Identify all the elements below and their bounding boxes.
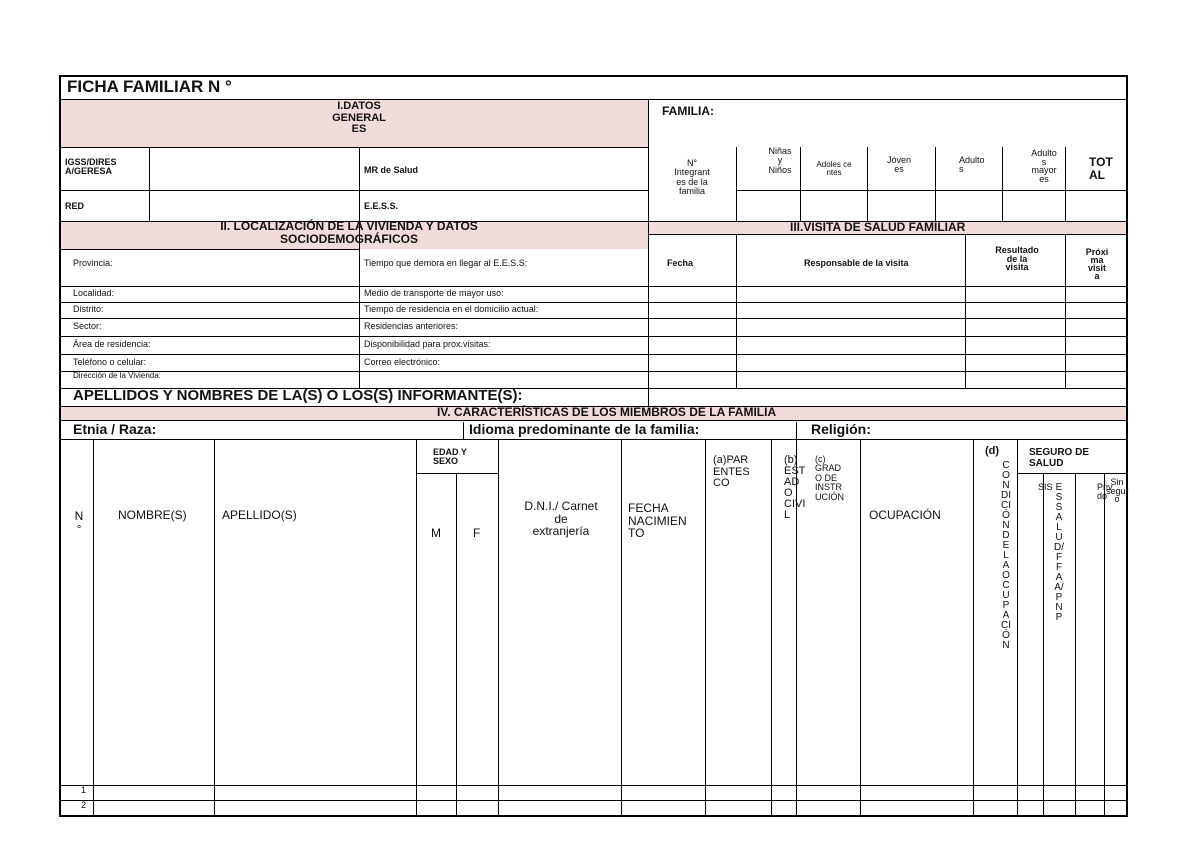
telefono-label: Teléfono o celular: xyxy=(73,357,147,367)
col-condicion-label: (d) xyxy=(985,445,1000,457)
section-caracteristicas: IV. CARACTERÍSTICAS DE LOS MIEMBROS DE LA FAMILIA xyxy=(437,405,777,419)
localidad-label: Localidad: xyxy=(73,288,115,298)
col-parentesco: (a)PAR ENTES CO xyxy=(713,454,750,490)
col-integrantes: N° Integrant es de la familia xyxy=(674,158,710,197)
col-ninos: Niñas y Niños xyxy=(768,146,792,175)
col-ocupacion: OCUPACIÓN xyxy=(869,508,941,522)
section-familia: FAMILIA: xyxy=(662,104,714,118)
red-label: RED xyxy=(65,201,85,211)
eess-label: E.E.S.S. xyxy=(364,201,399,211)
section-localizacion: II. LOCALIZACIÓN DE LA VIVIENDA Y DATOS SOCIODEMOGRÁFICOS xyxy=(220,219,478,246)
tiempo-domicilio-label: Tiempo de residencia en el domicilio actual: xyxy=(364,304,539,314)
distrito-label: Distrito: xyxy=(73,304,104,314)
tiempo-eess-label: Tiempo que demora en llegar al E.E.S.S: xyxy=(364,258,528,268)
col-edad-sexo: EDAD Y SEXO xyxy=(433,447,467,467)
disponibilidad-label: Disponibilidad para prox.visitas: xyxy=(364,339,491,349)
visita-responsable-header: Responsable de la visita xyxy=(804,258,909,268)
visita-proxima-header: Próxi ma visit a xyxy=(1085,247,1109,282)
col-apellidos: APELLIDO(S) xyxy=(222,508,297,522)
etnia-label: Etnia / Raza: xyxy=(73,421,157,437)
col-grado-instruccion: (c) GRAD O DE INSTR UCIÓN xyxy=(815,454,844,502)
area-label: Área de residencia: xyxy=(73,339,151,349)
col-m: M xyxy=(431,526,441,540)
sector-label: Sector: xyxy=(73,321,102,331)
col-adultos: Adulto s xyxy=(959,155,985,175)
form-title: FICHA FAMILIAR N ° xyxy=(67,77,232,96)
direccion-label: Dirección de la Vivienda: xyxy=(73,371,161,380)
row-number-2: 2 xyxy=(81,800,87,810)
col-adolescentes: Adoles ce ntes xyxy=(816,160,852,178)
col-seguro-salud: SEGURO DE SALUD xyxy=(1029,447,1090,469)
col-sin-seguro: Sin segur o xyxy=(1106,477,1129,505)
col-jovenes: Jóven es xyxy=(886,155,912,175)
row-number-1: 1 xyxy=(81,785,87,795)
ficha-familiar-form xyxy=(59,75,1128,816)
col-estado-civil: (b) EST AD O CIVI L xyxy=(784,454,806,521)
col-total: TOT AL xyxy=(1089,155,1113,182)
section-visita: III.VISITA DE SALUD FAMILIAR xyxy=(790,220,966,234)
correo-label: Correo electrónico: xyxy=(364,357,441,367)
col-adultos-mayores: Adulto s mayor es xyxy=(1031,148,1057,184)
col-fecha-nacimiento: FECHA NACIMIEN TO xyxy=(628,501,687,541)
col-sis: SIS xyxy=(1038,482,1053,492)
residencias-label: Residencias anteriores: xyxy=(364,321,459,331)
col-f: F xyxy=(473,526,481,540)
col-essalud: ESSALUD/FFAA/PNP xyxy=(1054,482,1064,623)
transporte-label: Medio de transporte de mayor uso: xyxy=(364,288,504,298)
visita-resultado-header: Resultado de la visita xyxy=(995,245,1039,273)
igss-label: IGSS/DIRES A/GERESA xyxy=(65,157,117,177)
section-datos-generales: I.DATOS GENERAL ES xyxy=(332,100,386,136)
mr-salud-label: MR de Salud xyxy=(364,165,419,175)
visita-fecha-header: Fecha xyxy=(667,258,694,268)
provincia-label: Provincia: xyxy=(73,258,113,268)
informantes-label: APELLIDOS Y NOMBRES DE LA(S) O LOS(S) INFORMANTE(S): xyxy=(73,387,523,404)
col-nombres: NOMBRE(S) xyxy=(118,508,187,522)
col-condicion-ocupacion: CONDICIÓN DE LA OCUPACIÓN xyxy=(1001,460,1011,651)
idioma-label: Idioma predominante de la familia: xyxy=(469,421,700,437)
religion-label: Religión: xyxy=(811,421,871,437)
col-numero: N ° xyxy=(74,509,84,536)
col-dni: D.N.I./ Carnet de extranjería xyxy=(524,499,598,539)
col-privado: Priv do xyxy=(1097,482,1113,502)
